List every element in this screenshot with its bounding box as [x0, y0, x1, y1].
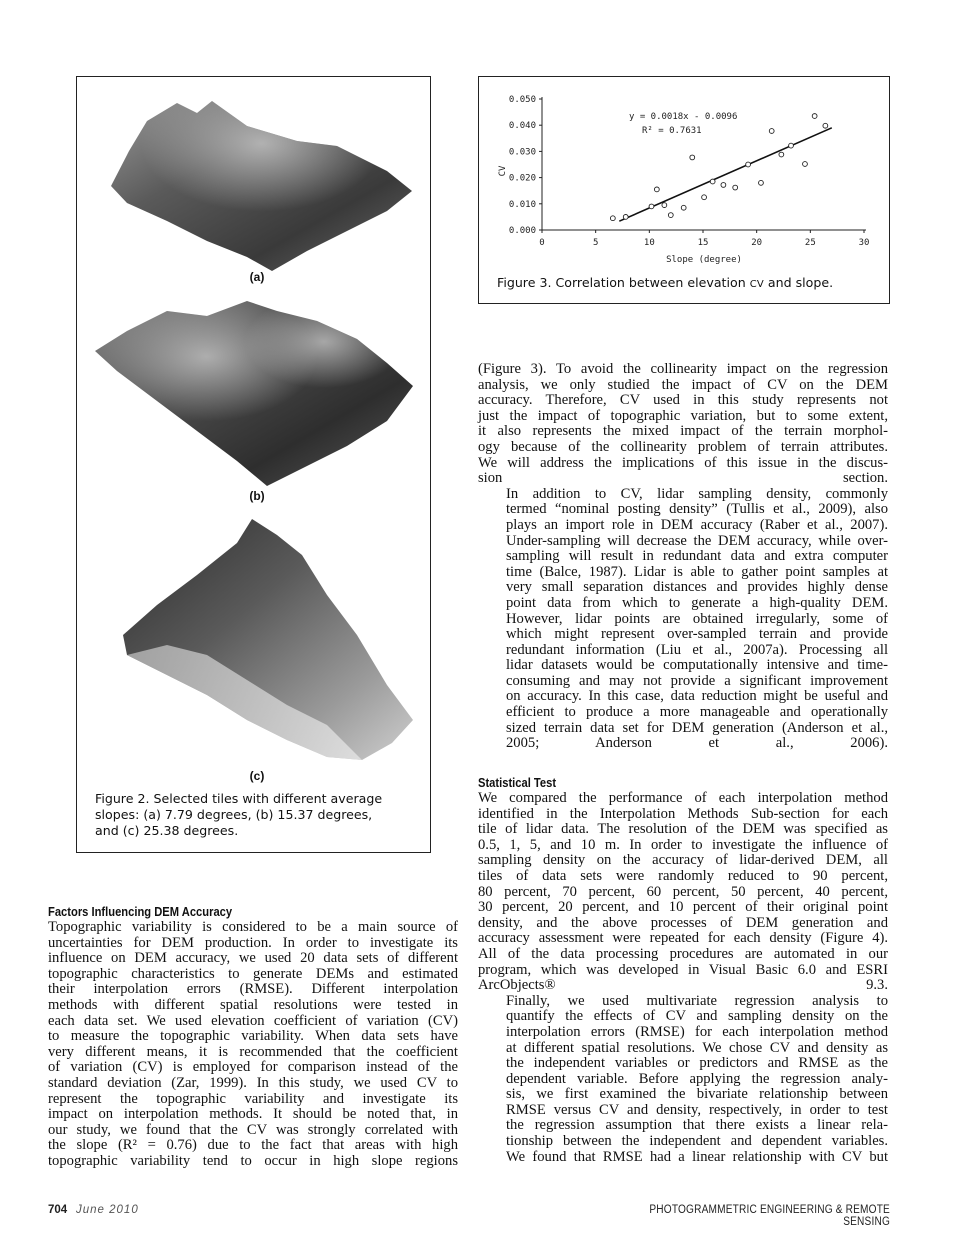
- text-line: 80 percent, 70 percent, 60 percent, 50 percent, 40 percent,: [478, 883, 888, 900]
- right-paragraph-2: [478, 487, 888, 752]
- y-tick-label: 0.020: [508, 173, 536, 184]
- text-line: 0.5, 1, 5, and 10 m. In order to investigate the influence of: [478, 836, 888, 853]
- figure-2-caption: Figure 2. Selected tiles with different average slopes: (a) 7.79 degrees, (b) 15.37 degrees, and (c) 25.38 degrees.: [95, 791, 383, 838]
- x-tick-label: 20: [751, 238, 763, 248]
- data-point: [662, 203, 667, 208]
- panel-label-a: (a): [249, 270, 265, 284]
- right-paragraph-4: [478, 994, 888, 1166]
- text-line: the independent variables or predictors and RMSE as the: [506, 1055, 888, 1072]
- text-line: standard deviation (Zar, 1999). In this study, we used CV to: [48, 1074, 458, 1091]
- text-line: 30 percent, 20 percent, and 10 percent of their original point: [478, 899, 888, 916]
- x-axis-label: Slope (degree): [666, 255, 742, 265]
- text-line: analysis, we only studied the impact of CV on the DEM: [478, 376, 888, 393]
- left-paragraph: [48, 920, 458, 1170]
- text-line: represent the topographic variability and investigate its: [48, 1090, 458, 1107]
- data-point: [623, 215, 628, 220]
- x-tick-label: 15: [697, 238, 709, 248]
- text-line: topographic characteristics to generate DEMs and estimated: [48, 965, 458, 982]
- text-line: All of the data processing procedures are automated in our: [478, 945, 888, 962]
- y-axis-label: CV: [498, 165, 508, 177]
- text-line: at different spatial resolutions. We chose CV and density as: [506, 1039, 888, 1056]
- text-line: each data set. We used elevation coefficient of variation (CV): [48, 1012, 458, 1029]
- panel-label-c: (c): [249, 769, 265, 783]
- text-line: identified in the Interpolation Methods Sub-section for each: [478, 805, 888, 822]
- text-line: the regression assumption that there exists a linear rela-: [506, 1117, 888, 1134]
- x-tick-label: 25: [804, 238, 816, 248]
- x-tick-label: 30: [858, 238, 870, 248]
- text-line: sampling density on the accuracy of lidar-derived DEM, all: [478, 852, 888, 869]
- data-point: [733, 185, 738, 190]
- text-line: it also represents the mixed impact of the terrain morphol-: [478, 423, 888, 440]
- y-tick-label: 0.000: [508, 226, 536, 236]
- text-line: to measure the topographic variability. When data sets have: [48, 1028, 458, 1045]
- figure-3-box: [478, 76, 890, 304]
- text-line: time (Balce, 1987). Lidar is able to gather point samples at: [506, 563, 888, 580]
- text-line: termed “nominal posting density” (Tullis et al., 2009), also: [506, 501, 888, 518]
- text-line: We will address the implications of this issue in the discus-: [478, 454, 888, 471]
- terrain-panel-b: [87, 291, 421, 491]
- right-paragraph-1: [478, 362, 888, 487]
- data-point: [610, 216, 615, 221]
- text-line: 2005; Anderson et al., 2006).: [506, 735, 888, 752]
- equation-label: y = 0.0018x - 0.0096: [629, 112, 738, 122]
- footer-page-number: 704: [48, 1204, 68, 1216]
- data-point: [649, 204, 654, 209]
- text-line: In addition to CV, lidar sampling density, commonly: [506, 485, 888, 502]
- text-line: very small separation distances and provides highly dense: [506, 579, 888, 596]
- text-line: redundant information (Liu et al., 2007a). Processing all: [506, 641, 888, 658]
- text-line: our study, we found that the CV was strongly correlated with: [48, 1121, 458, 1138]
- data-point: [710, 179, 715, 184]
- r2-label: R² = 0.7631: [642, 126, 702, 136]
- text-line: program, which was developed in Visual Basic 6.0 and ESRI: [478, 961, 888, 978]
- text-line: interpolation errors (RMSE) for each interpolation method: [506, 1023, 888, 1040]
- text-line: consuming and may not provide a significant improvement: [506, 672, 888, 689]
- section-heading-factors: Factors Influencing DEM Accuracy: [48, 904, 233, 919]
- text-line: influence on DEM accuracy, we used 20 data sets of different: [48, 950, 458, 967]
- right-paragraph-3: [478, 791, 888, 994]
- data-point: [681, 205, 686, 210]
- text-line: their interpolation errors (RMSE). Different interpolation: [48, 981, 458, 998]
- panel-label-b: (b): [249, 489, 265, 503]
- text-line: sampling will result in redundant data and extra computer: [506, 548, 888, 565]
- text-line: dependent variable. Before applying the regression analy-: [506, 1070, 888, 1087]
- footer-journal: PHOTOGRAMMETRIC ENGINEERING & REMOTE SENSING: [649, 1204, 890, 1228]
- data-point: [759, 180, 764, 185]
- data-point: [721, 183, 726, 188]
- terrain-panel-c: [87, 515, 421, 765]
- data-point: [803, 162, 808, 167]
- section-heading-statistical: Statistical Test: [478, 775, 557, 790]
- data-point: [779, 152, 784, 157]
- text-line: sized terrain data set for DEM generation (Anderson et al.,: [506, 719, 888, 736]
- text-line: lidar datasets would be computationally intensive and time-: [506, 657, 888, 674]
- data-point: [769, 129, 774, 134]
- data-point: [823, 123, 828, 128]
- right-column-text-2: [478, 791, 888, 1165]
- data-point: [746, 162, 751, 167]
- y-tick-label: 0.040: [508, 121, 536, 132]
- text-line: tiles of data sets were randomly reduced to 90 percent,: [478, 867, 888, 884]
- scatter-chart: [479, 77, 889, 269]
- text-line: uncertainties for DEM production. In order to investigate its: [48, 934, 458, 951]
- text-line: sion section.: [478, 470, 888, 487]
- text-line: very different means, it is recommended that the coefficient: [48, 1043, 458, 1060]
- text-line: We found that RMSE had a linear relationship with CV but: [506, 1148, 888, 1165]
- text-line: (Figure 3). To avoid the collinearity impact on the regression: [478, 361, 888, 377]
- data-point: [812, 114, 817, 119]
- figure-3-caption: Figure 3. Correlation between elevation CV and slope.: [497, 275, 834, 290]
- text-line: on accuracy. In this case, data reduction might be useful and: [506, 688, 888, 705]
- y-tick-label: 0.010: [508, 199, 536, 210]
- text-line: accuracy. Therefore, CV used in this study represents not: [478, 392, 888, 409]
- text-line: topographic variability tend to occur in high slope regions: [48, 1152, 458, 1169]
- text-line: sis, we first examined the bivariate relationship between: [506, 1086, 888, 1103]
- data-point: [668, 213, 673, 218]
- text-line: tile of lidar data. The resolution of the DEM was specified as: [478, 821, 888, 838]
- text-line: accuracy assessment were repeated for each density (Figure 4).: [478, 930, 888, 947]
- text-line: which might represent over-sampled terrain and provide: [506, 626, 888, 643]
- text-line: tionship between the independent and dependent variables.: [506, 1133, 888, 1150]
- footer-date: June 2010: [76, 1204, 139, 1216]
- data-point: [789, 143, 794, 148]
- x-tick-label: 0: [539, 238, 545, 248]
- text-line: RMSE versus CV and density, respectively, in order to test: [506, 1101, 888, 1118]
- text-line: point data from which to generate a high-quality DEM.: [506, 594, 888, 611]
- text-line: just the impact of topographic variation, but to some extent,: [478, 407, 888, 424]
- text-line: However, lidar points are obtained irregularly, some of: [506, 610, 888, 627]
- data-point: [702, 195, 707, 200]
- text-line: plays an import role in DEM accuracy (Raber et al., 2007).: [506, 516, 888, 533]
- right-column-text: [478, 362, 888, 752]
- text-line: Under-sampling will decrease the DEM accuracy, while over-: [506, 532, 888, 549]
- text-line: Topographic variability is considered to be a main source of: [48, 919, 458, 935]
- text-line: We compared the performance of each interpolation method: [478, 790, 888, 806]
- text-line: ogy because of the collinearity problem of terrain attributes.: [478, 438, 888, 455]
- text-line: impact on interpolation methods. It should be noted that, in: [48, 1106, 458, 1123]
- terrain-panel-a: [87, 91, 421, 281]
- text-line: of variation (CV) is employed for comparison instead of the: [48, 1059, 458, 1076]
- text-line: Finally, we used multivariate regression analysis to: [506, 992, 888, 1009]
- y-tick-label: 0.050: [508, 95, 536, 105]
- text-line: methods with different spatial resolutions were tested in: [48, 996, 458, 1013]
- text-line: the slope (R² = 0.76) due to the fact that areas with high: [48, 1137, 458, 1154]
- x-tick-label: 5: [592, 238, 599, 248]
- data-point: [690, 155, 695, 160]
- text-line: quantify the effects of CV and sampling density on the: [506, 1008, 888, 1025]
- text-line: density, and the above processes of DEM generation and: [478, 914, 888, 931]
- data-point: [654, 187, 659, 192]
- text-line: efficient to produce a more manageable and operationally: [506, 704, 888, 721]
- text-line: ArcObjects® 9.3.: [478, 977, 888, 994]
- x-tick-label: 10: [643, 238, 655, 248]
- y-tick-label: 0.030: [508, 147, 536, 158]
- left-column-text: [48, 920, 458, 1170]
- figure-2-box: [76, 76, 431, 853]
